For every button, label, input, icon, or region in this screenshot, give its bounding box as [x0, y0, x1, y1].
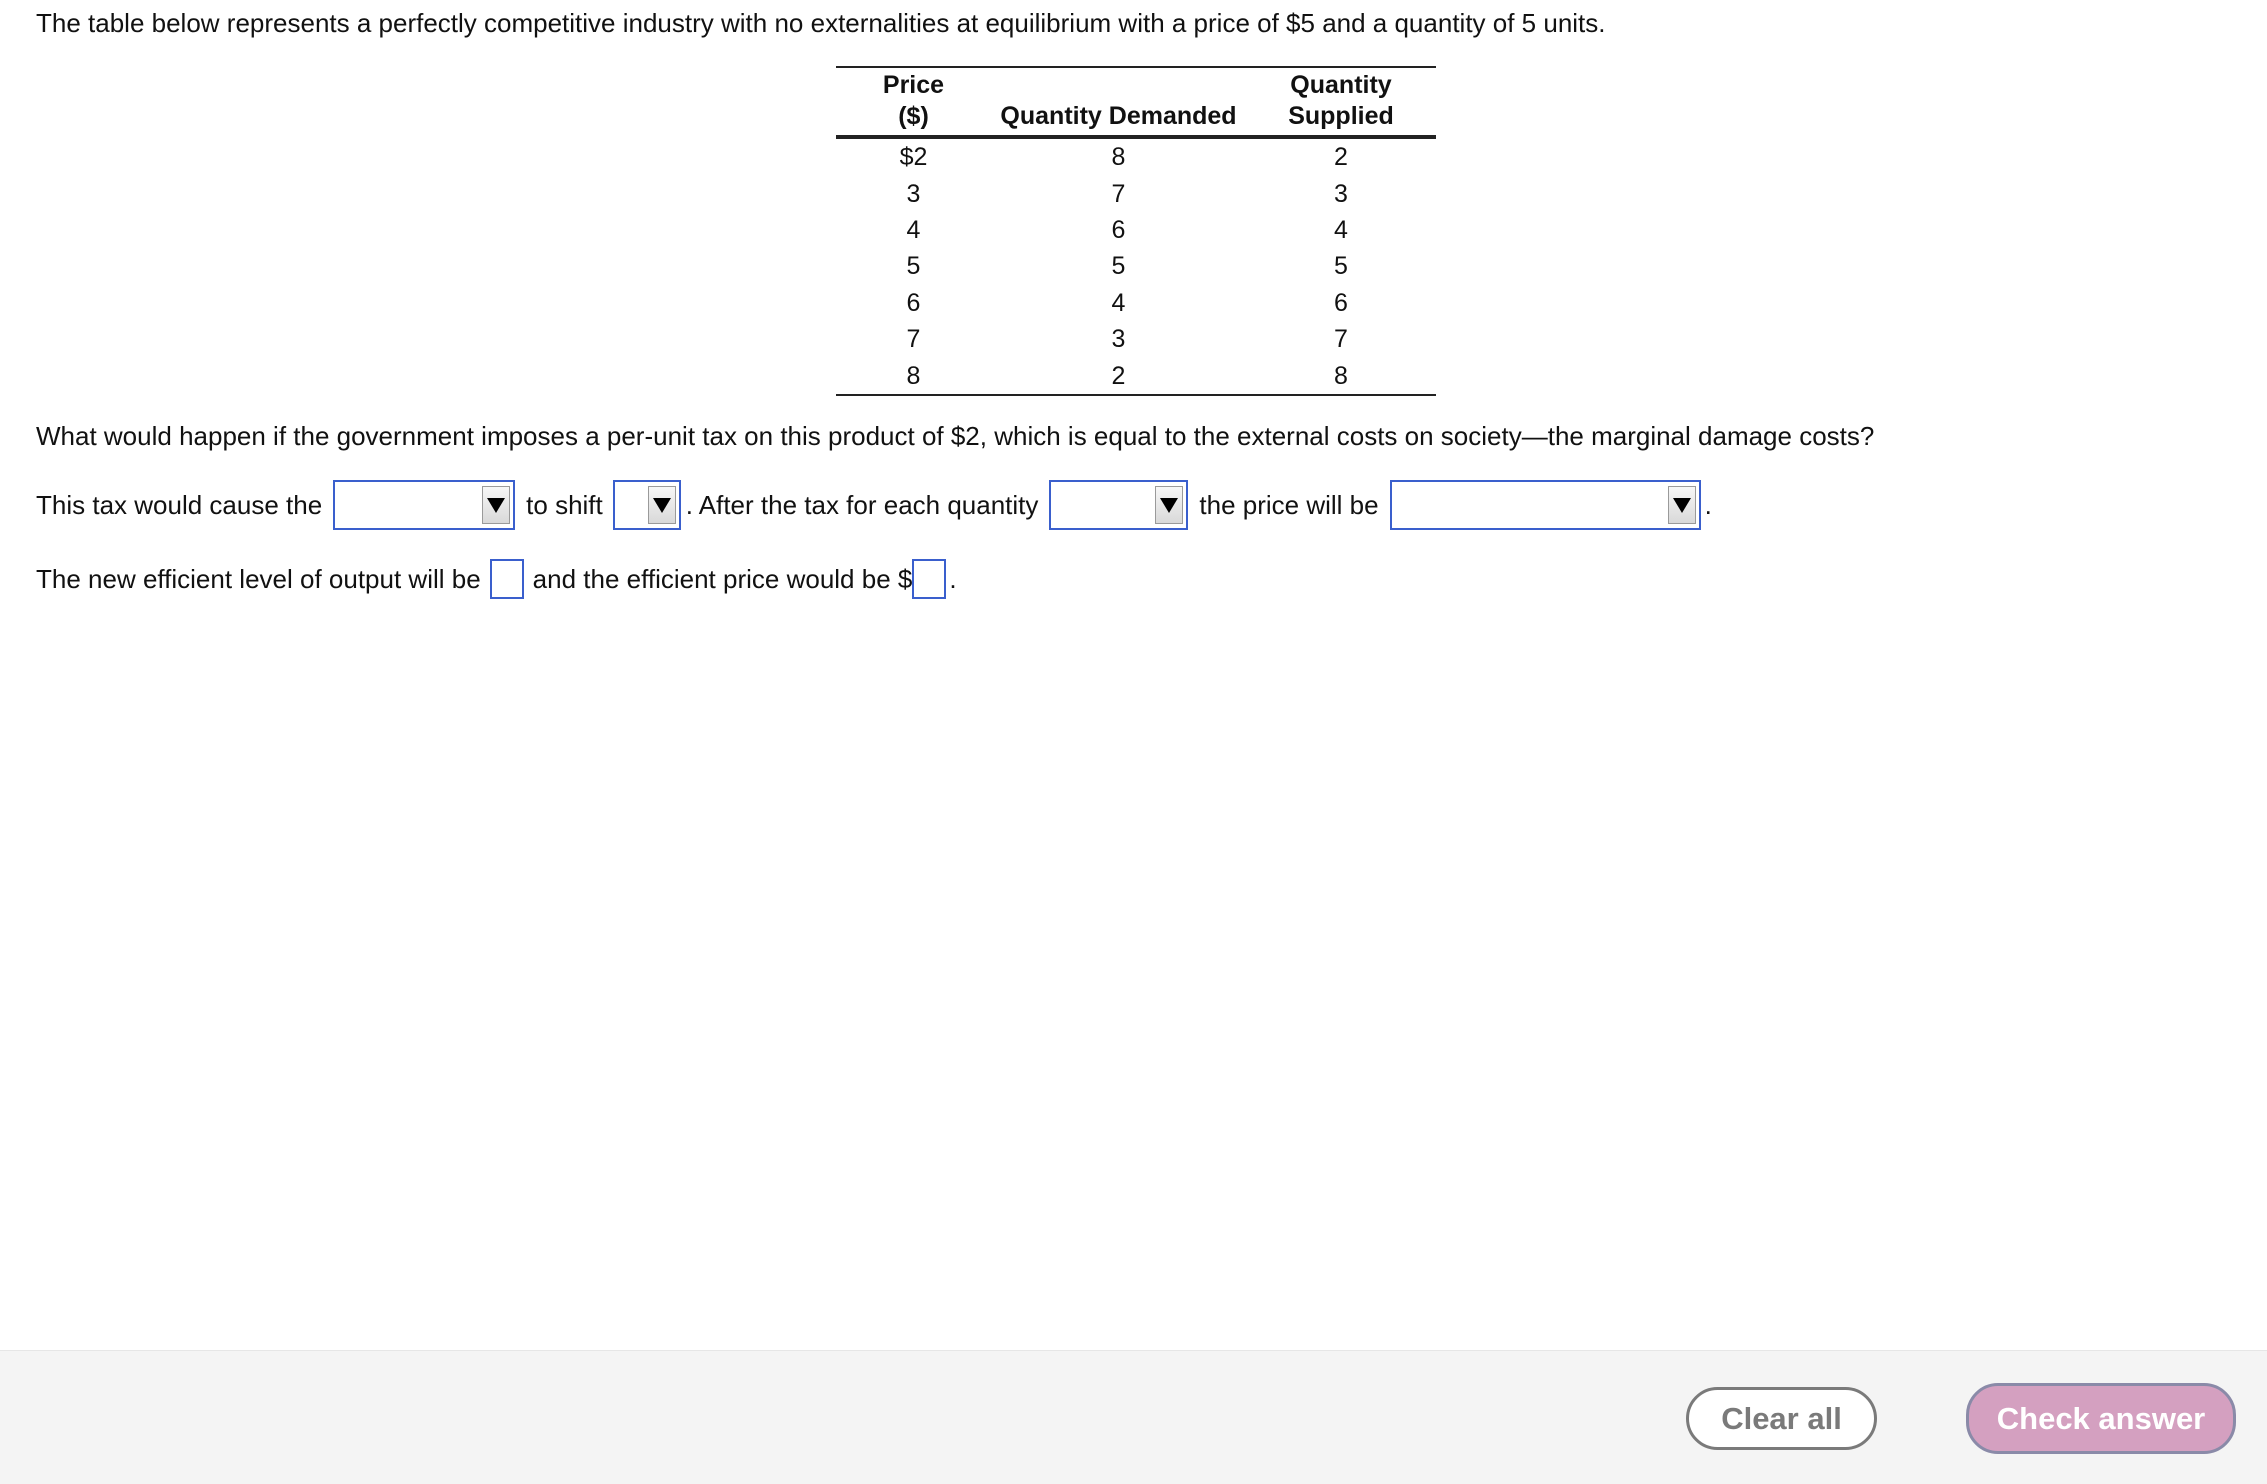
- cell-quantity-demanded: 4: [1111, 288, 1126, 317]
- dropdown-arrow-icon[interactable]: [1668, 486, 1696, 524]
- cell-price: $2: [899, 143, 928, 172]
- footer-bar: [0, 1350, 2267, 1484]
- cell-quantity-demanded: 8: [1111, 143, 1126, 172]
- sentence-text: This tax would cause the: [36, 489, 323, 520]
- header-qs-line2: Supplied: [1288, 102, 1394, 130]
- cell-price: 6: [906, 288, 921, 317]
- sentence-text: the price will be: [1199, 489, 1379, 520]
- check-answer-button[interactable]: Check answer: [1966, 1383, 2236, 1454]
- cell-price: 8: [906, 361, 921, 390]
- cell-quantity-supplied: 6: [1334, 288, 1348, 317]
- table-row: [836, 137, 1436, 175]
- cell-quantity-demanded: 5: [1111, 252, 1126, 281]
- dropdown-arrow-icon[interactable]: [1155, 486, 1183, 524]
- table-header-row: [836, 67, 1436, 137]
- header-price-line1: Price: [882, 71, 945, 99]
- quantity-direction-dropdown[interactable]: [1049, 480, 1188, 530]
- dropdown-arrow-icon[interactable]: [482, 486, 510, 524]
- cell-quantity-supplied: 8: [1334, 361, 1348, 390]
- cell-price: 3: [906, 179, 921, 208]
- cell-quantity-demanded: 6: [1111, 215, 1126, 244]
- header-price-line2: ($): [898, 102, 929, 130]
- cell-quantity-supplied: 3: [1334, 179, 1348, 208]
- question-text: What would happen if the government imposes a per-unit tax on this product of $2, which is equal to the external costs on society—the marginal damage costs?: [36, 421, 1875, 451]
- table-row: [836, 357, 1436, 394]
- table-row: [836, 248, 1436, 284]
- header-quantity-demanded: Quantity Demanded: [991, 67, 1246, 137]
- tax-effect-sentence: [36, 478, 1712, 532]
- cell-quantity-supplied: 7: [1334, 325, 1348, 354]
- table-row: [836, 175, 1436, 211]
- efficient-price-input[interactable]: [912, 559, 946, 599]
- cell-quantity-demanded: 3: [1111, 325, 1126, 354]
- table-row: [836, 212, 1436, 248]
- cell-quantity-supplied: 2: [1334, 143, 1348, 172]
- intro-text: The table below represents a perfectly competitive industry with no externalities at equilibrium with a price of $5 and a quantity of 5 units.: [36, 8, 1606, 38]
- header-price: [836, 67, 991, 137]
- cell-quantity-supplied: 5: [1334, 252, 1348, 281]
- sentence-text: . After the tax for each quantity: [685, 489, 1039, 520]
- sentence-text: The new efficient level of output will be: [36, 563, 481, 594]
- sentence-text: .: [1704, 489, 1712, 520]
- table-row: [836, 321, 1436, 357]
- table-row: [836, 285, 1436, 321]
- supply-demand-table: [836, 66, 1436, 396]
- direction-dropdown[interactable]: [613, 480, 681, 530]
- cell-price: 5: [906, 252, 921, 281]
- sentence-text: .: [949, 563, 957, 594]
- cell-quantity-demanded: 2: [1111, 361, 1126, 390]
- header-quantity-supplied: [1246, 67, 1436, 137]
- price-change-dropdown[interactable]: [1390, 480, 1701, 530]
- cell-price: 4: [906, 215, 921, 244]
- clear-all-button[interactable]: Clear all: [1686, 1387, 1877, 1450]
- supply-demand-table-container: [836, 66, 1436, 396]
- cell-quantity-demanded: 7: [1111, 179, 1126, 208]
- header-qs-line1: Quantity: [1290, 71, 1392, 99]
- sentence-text: to shift: [526, 489, 603, 520]
- efficient-output-input[interactable]: [490, 559, 524, 599]
- cell-price: 7: [906, 325, 921, 354]
- curve-dropdown[interactable]: [333, 480, 515, 530]
- sentence-text: and the efficient price would be $: [532, 563, 913, 594]
- dropdown-arrow-icon[interactable]: [648, 486, 676, 524]
- cell-quantity-supplied: 4: [1334, 215, 1348, 244]
- efficient-output-sentence: [36, 556, 957, 602]
